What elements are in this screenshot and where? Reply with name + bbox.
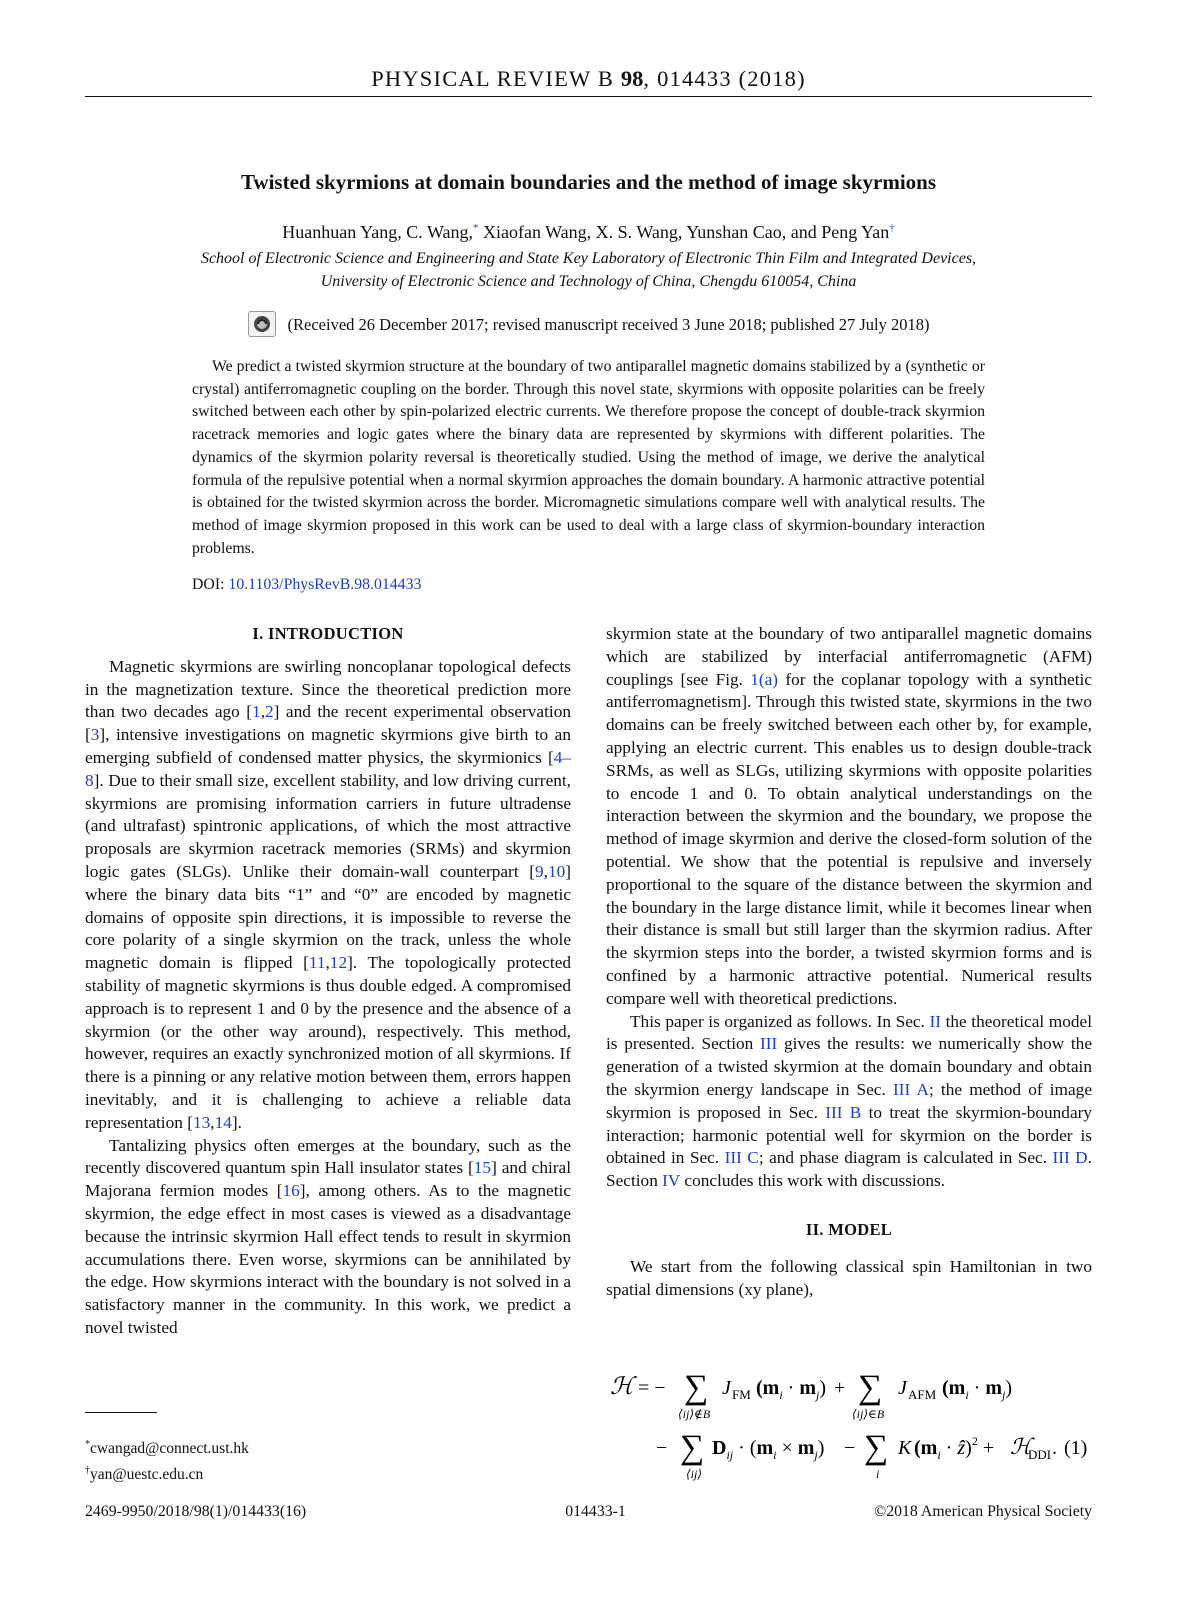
doi-label: DOI: [192,576,229,593]
eq-hddi: ℋ [1010,1434,1032,1459]
text: for the coplanar topology with a synthetic antiferromagnetism]. Through this twisted state, skyrmions in the two domains can be freely switched between each other by, for example, applying an electric current. This enables us to design double-track SRMs, as well as SLGs, utilizing skyrmions with opposite polarities to encode 1 and 0. To obtain analytical understandings on the interaction between the skyrmion and the boundary, we propose the method of image skyrmion and derive the closed-form solution of the potential. We show that the potential is repulsive and inversely proportional to the square of the distance between the skyrmion and the boundary in the large distance limit, while it becomes linear when their distance is small but still larger than the skyrmion radius. After the skyrmion steps into the border, a twisted skyrmion forms and is confined by a harmonic attractive potential. Numerical results compare well with theoretical predictions. [606,669,1092,1008]
section-link[interactable]: III C [724,1148,759,1168]
ref-link[interactable]: 12 [329,953,348,973]
section-heading-introduction: I. INTRODUCTION [252,624,404,643]
ref-link[interactable]: 4–8 [85,747,571,790]
section-link[interactable]: III D [1052,1148,1088,1168]
text: to treat the skyrmion-boundary interaction; harmonic potential well for skyrmion on the border is obtained in Sec. [606,1102,1093,1168]
journal-volume: 98 [620,66,644,91]
hamiltonian-equation [606,1360,1092,1485]
text: ] and the recent experimental observation [ [85,702,571,745]
corresponding-mark-dagger[interactable]: † [889,222,895,234]
section-link[interactable]: III B [825,1102,862,1122]
eq-sum-3-sub: ⟨ij⟩ [686,1467,703,1481]
eq-equals-minus: = − [638,1377,666,1399]
text: skyrmion state at the boundary of two antiparallel magnetic domains which are stabilized by interfacial antiferromagnetic (AFM) couplings [see Fig. [606,624,1092,689]
eq-sum-1-sub: ⟨ij⟩∉B [678,1407,711,1421]
corresponding-mark-star[interactable]: * [472,222,479,234]
intro-paragraph-3 [606,1011,1092,1193]
eq-minus-2: − [844,1437,856,1459]
crossmark-icon[interactable] [248,311,276,337]
text: ; and phase diagram is calculated in Sec. [758,1148,1053,1168]
ref-link[interactable]: 15 [473,1158,492,1178]
footnotes [85,1434,249,1486]
article-number: , 014433 (2018) [643,66,806,91]
ref-link[interactable]: 2 [265,702,274,722]
affiliation [85,247,1092,293]
running-head [85,66,1092,92]
text: ; the method of image skyrmion is proposed in Sec. [606,1079,1092,1122]
received-text: (Received 26 December 2017; revised manuscript received 3 June 2018; published 27 July 2018) [287,314,930,334]
authors-part1: Huanhuan Yang, C. Wang, [282,222,473,242]
email-link[interactable]: cwangad@connect.ust.hk [90,1440,249,1458]
footnote-mark: * [85,1439,90,1450]
footnote-dagger [85,1460,249,1486]
eq-dot-1: $(m_i \cdot m_j)$ [756,1377,827,1402]
eq-anisotropy-term: ($m_i$ · ẑ)$^2$ + [914,1434,995,1462]
section-link[interactable]: IV [662,1171,681,1191]
ref-link[interactable]: 13 [192,1112,211,1132]
eq-sum-4: ∑ [864,1429,889,1466]
footnote-rule [85,1412,157,1413]
eq-jafm: J [898,1377,907,1399]
footer-issn: 2469-9950/2018/98(1)/014433(16) [85,1503,307,1520]
section-link[interactable]: III [760,1034,778,1054]
ref-link[interactable]: 1 [252,702,261,722]
eq-k: K [898,1437,912,1459]
eq-H-symbol: ℋ [610,1374,634,1400]
eq-plus: + [834,1377,846,1399]
text: the theoretical model is presented. Section [606,1011,1092,1054]
text: ] where the binary data bits “1” and “0” are encoded by magnetic domains of opposite spin directions, it is impossible to reverse the core polarity of a single skyrmion on the track, unless the whole magnetic domain is flipped [ [85,861,571,973]
doi-link[interactable]: 10.1103/PhysRevB.98.014433 [228,576,422,593]
left-column [85,623,571,1340]
text: , [210,1112,215,1132]
journal-name: PHYSICAL REVIEW B [371,66,615,91]
header-rule [85,96,1092,97]
text: concludes this work with discussions. [680,1171,946,1191]
eq-jfm-sub: FM [732,1387,751,1402]
text: ], among others. As to the magnetic skyrmion, the edge effect in most cases is viewed as a disadvantage because the intrinsic skyrmion Hall effect tends to result in skyrmion accumulations there. Even worse, skyrmions can be annihilated by the edge. How skyrmions interact with the boundary is not solved in a satisfactory manner in the community. In this work, we predict a novel twisted [85,1181,571,1337]
eq-jfm: J [722,1377,731,1399]
abstract: We predict a twisted skyrmion structure at the boundary of two antiparallel magnetic domains stabilized by a (synthetic or crystal) antiferromagnetic coupling on the border. Through this novel state, skyrmions with opposite polarities can be freely switched between each other by spin-polarized electric currents. We therefore propose the concept of double-track skyrmion racetrack memories and logic gates where the binary data are represented by skyrmions with different polarities. The dynamics of the skyrmion polarity reversal is theoretically studied. Using the method of image, we derive the analytical formula of the repulsive potential when a normal skyrmion approaches the domain boundary. A harmonic attractive potential is obtained for the twisted skyrmion across the border. Micromagnetic simulations compare well with analytical results. The method of image skyrmion proposed in this work can be used to deal with a large class of skyrmion-boundary interaction problems. [192,358,985,557]
text: gives the results: we numerically show the generation of a twisted skyrmion at the domain boundary and obtain the skyrmion energy landscape in Sec. [606,1034,1092,1099]
eq-dot-2: $(m_i \cdot m_j)$ [942,1377,1013,1402]
ref-link[interactable]: 16 [282,1181,300,1201]
eq-minus-1: − [656,1437,668,1459]
right-column [606,623,1092,1301]
model-paragraph-1: We start from the following classical spin Hamiltonian in two spatial dimensions (xy plane), [606,1256,1092,1299]
section-link[interactable]: II [929,1011,941,1031]
eq-sum-3: ∑ [680,1429,705,1466]
footnote-mark: † [85,1465,90,1477]
ref-link[interactable]: 14 [214,1112,232,1132]
text: ] and chiral Majorana fermion modes [ [85,1158,571,1201]
affiliation-line2: University of Electronic Science and Technology of China, Chengdu 610054, China [320,273,857,290]
ref-link[interactable]: 10 [547,861,566,881]
section-link[interactable]: III A [892,1079,929,1099]
eq-period: . [1052,1437,1057,1459]
text: ], intensive investigations on magnetic skyrmions give birth to an emerging subfield of condensed matter physics, the skyrmionics [ [85,725,571,767]
affiliation-line1: School of Electronic Science and Engineering and State Key Laboratory of Electronic Thin Film and Integrated Devices, [200,250,977,267]
eq-sum-2-sub: ⟨ij⟩∈B [852,1407,885,1421]
text: Magnetic skyrmions are swirling noncoplanar topological defects in the magnetization texture. Since the theoretical prediction more than two decades ago [ [85,656,571,722]
eq-jafm-sub: AFM [908,1387,937,1402]
intro-paragraph-2-cont [606,623,1092,1011]
footer-copyright: ©2018 American Physical Society [874,1503,1092,1520]
section-heading-model: II. MODEL [805,1219,893,1239]
intro-paragraph-2 [85,1135,571,1340]
doi-line [192,576,421,594]
eq-sum-4-sub: i [876,1467,880,1481]
paper-title: Twisted skyrmions at domain boundaries and the method of image skyrmions [240,170,937,194]
ref-link[interactable]: 9 [534,861,544,881]
footnote-star [85,1434,249,1460]
text: Tantalizing physics often emerges at the boundary, such as the recently discovered quantum spin Hall insulator states [ [85,1135,571,1178]
intro-paragraph-1 [85,656,571,1135]
author-list [85,222,1092,243]
eq-number: (1) [1064,1437,1088,1459]
text: , [260,702,266,722]
received-dates [85,313,1092,339]
eq-sum-2: ∑ [858,1369,883,1406]
text: ]. The topologically protected stability of magnetic skyrmions is thus double edged. A compromised approach is to represent 1 and 0 by the presence and the absence of a skyrmion (or the other way around), respectively. This method, however, requires an exactly synchronized motion of all skyrmions. If there is a pinning or any relative motion between them, errors happen inevitably, and it is challenging to achieve a reliable data representation [ [85,953,571,1132]
text: ]. Due to their small size, excellent stability, and low driving current, skyrmions are promising information carriers in future ultradense (and ultrafast) spintronic applications, of which the most attractive proposals are skyrmion racetrack memories (SRMs) and skyrmion logic gates (SLGs). Unlike their domain-wall counterpart [ [85,770,571,881]
footer-page-number: 014433-1 [565,1503,626,1520]
figure-link[interactable]: 1(a) [750,669,779,689]
eq-dmi-term: $D_{ij} \cdot (m_i \times m_j)$ [712,1437,825,1462]
email-link[interactable]: yan@uestc.edu.cn [90,1466,204,1484]
text: , [543,861,548,881]
authors-part2: Xiaofan Wang, X. S. Wang, Yunshan Cao, and Peng Yan [478,222,890,242]
eq-hddi-sub: DDI [1028,1447,1052,1462]
text: . Section [606,1148,1092,1191]
ref-link[interactable]: 3 [90,725,100,745]
text: This paper is organized as follows. In Sec. [630,1011,930,1031]
eq-sum-1: ∑ [684,1369,709,1406]
text: , [325,953,330,973]
text: ]. [231,1112,242,1132]
ref-link[interactable]: 11 [308,953,326,973]
